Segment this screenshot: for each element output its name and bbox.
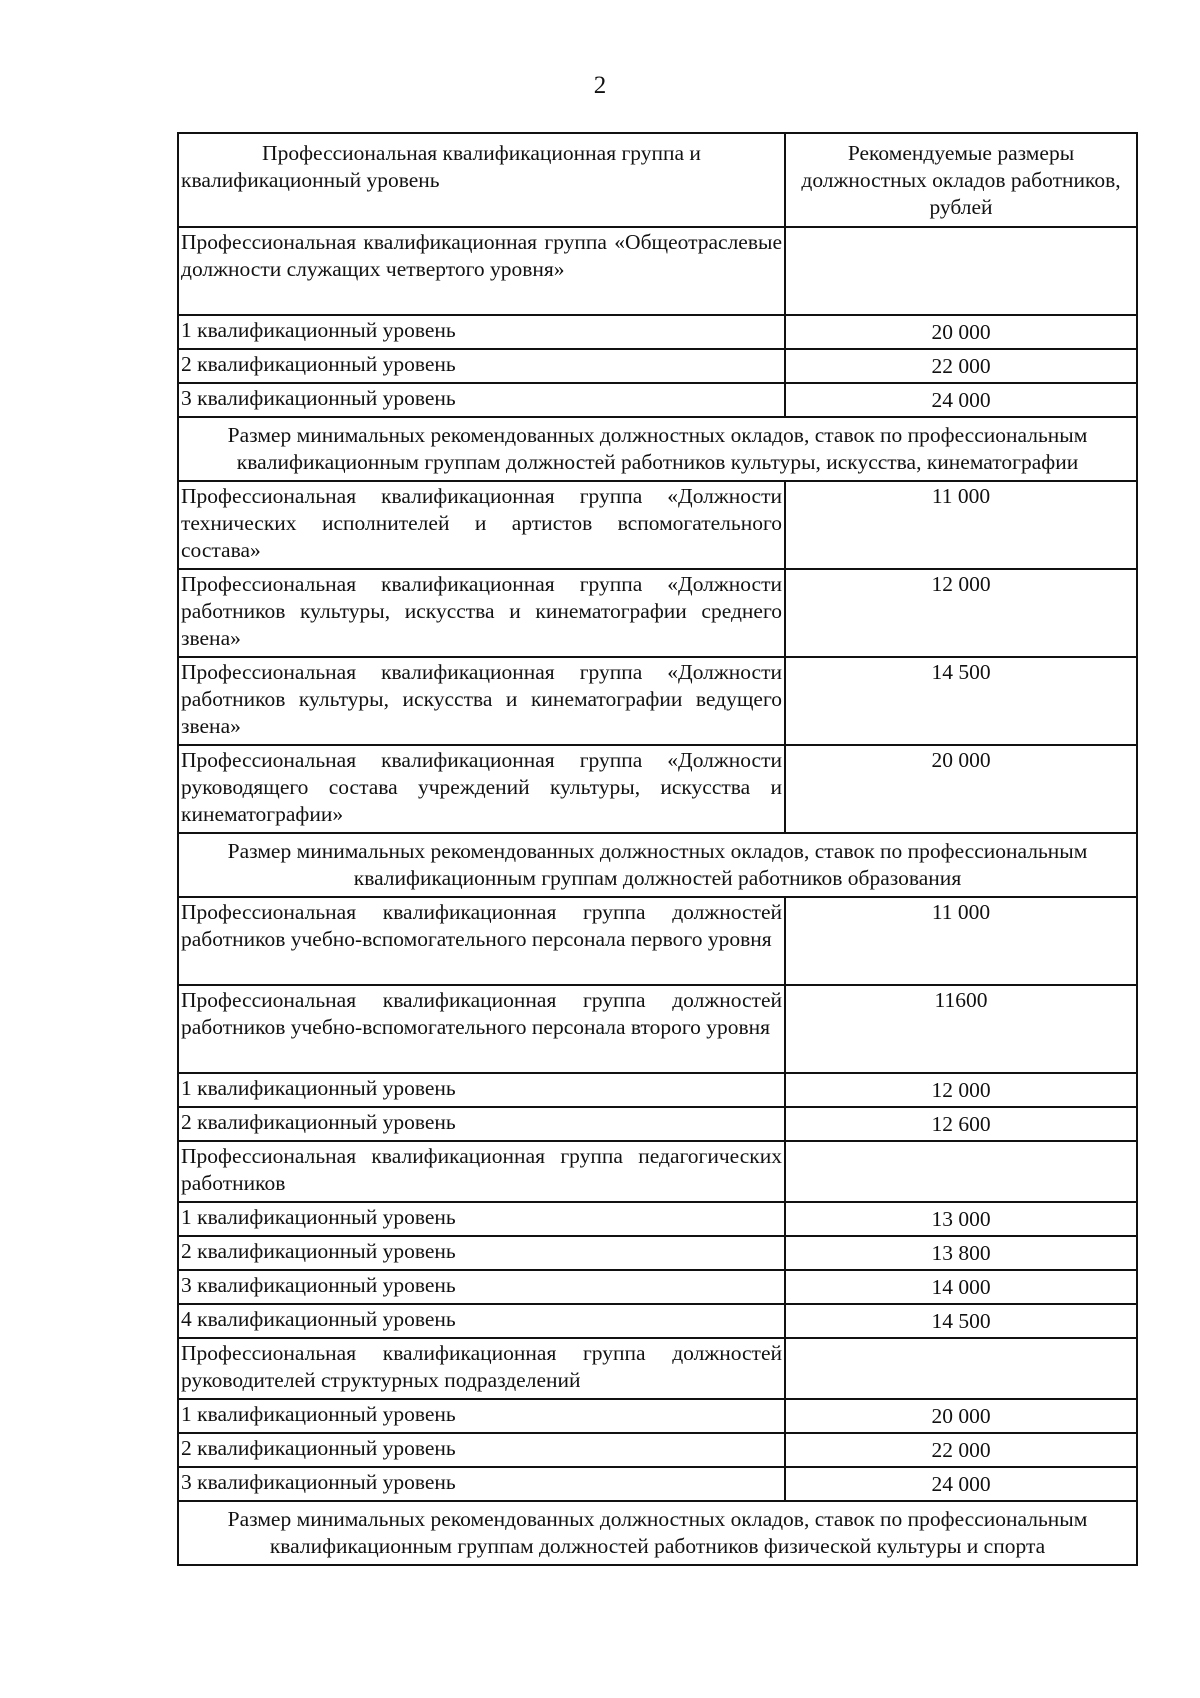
row-value: 12 600 (785, 1107, 1137, 1141)
section-row (178, 417, 1137, 481)
table-row (178, 315, 1137, 349)
row-value: 24 000 (785, 1467, 1137, 1501)
section-heading: Размер минимальных рекомендованных должностных окладов, ставок по профессиональным квалификационным группам должностей работников физической культуры и спорта (178, 1501, 1137, 1565)
header-right: Рекомендуемые размеры должностных окладов работников, рублей (785, 133, 1137, 227)
row-value: 20 000 (785, 315, 1137, 349)
row-name: 1 квалификационный уровень (178, 1399, 785, 1433)
table-row (178, 897, 1137, 985)
section-row (178, 833, 1137, 897)
table-header-row (178, 133, 1137, 227)
table-row (178, 1107, 1137, 1141)
row-name: 2 квалификационный уровень (178, 1107, 785, 1141)
table-row (178, 1467, 1137, 1501)
row-name: Профессиональная квалификационная группа должностей руководителей структурных подразделений (178, 1338, 785, 1399)
row-name: Профессиональная квалификационная группа «Должности работников культуры, искусства и кинематографии ведущего звена» (178, 657, 785, 745)
table-row (178, 1433, 1137, 1467)
row-name: Профессиональная квалификационная группа должностей работников учебно-вспомогательного персонала второго уровня (178, 985, 785, 1073)
row-value: 13 000 (785, 1202, 1137, 1236)
row-value: 24 000 (785, 383, 1137, 417)
row-name: 3 квалификационный уровень (178, 383, 785, 417)
row-value: 20 000 (785, 745, 1137, 833)
row-value: 22 000 (785, 1433, 1137, 1467)
row-value: 14 500 (785, 657, 1137, 745)
page-number: 2 (593, 72, 607, 99)
row-name: 2 квалификационный уровень (178, 349, 785, 383)
row-name: Профессиональная квалификационная группа «Общеотраслевые должности служащих четвертого уровня» (178, 227, 785, 315)
row-name: 1 квалификационный уровень (178, 315, 785, 349)
row-value (785, 227, 1137, 315)
row-value: 11 000 (785, 481, 1137, 569)
table-row (178, 745, 1137, 833)
row-value: 11 000 (785, 897, 1137, 985)
row-value: 14 500 (785, 1304, 1137, 1338)
table-row (178, 569, 1137, 657)
salary-table (177, 132, 1138, 1566)
row-value: 12 000 (785, 569, 1137, 657)
row-name: 1 квалификационный уровень (178, 1073, 785, 1107)
section-heading: Размер минимальных рекомендованных должностных окладов, ставок по профессиональным квалификационным группам должностей работников культуры, искусства, кинематографии (178, 417, 1137, 481)
row-value (785, 1141, 1137, 1202)
row-name: 2 квалификационный уровень (178, 1236, 785, 1270)
row-value: 11600 (785, 985, 1137, 1073)
row-name: Профессиональная квалификационная группа «Должности технических исполнителей и артистов вспомогательного состава» (178, 481, 785, 569)
table-row (178, 985, 1137, 1073)
header-left: Профессиональная квалификационная группа и квалификационный уровень (178, 133, 785, 227)
table-row (178, 1141, 1137, 1202)
table-row (178, 227, 1137, 315)
section-heading: Размер минимальных рекомендованных должностных окладов, ставок по профессиональным квалификационным группам должностей работников образования (178, 833, 1137, 897)
table-row (178, 383, 1137, 417)
row-name: 3 квалификационный уровень (178, 1467, 785, 1501)
row-value: 20 000 (785, 1399, 1137, 1433)
row-value: 14 000 (785, 1270, 1137, 1304)
row-name: Профессиональная квалификационная группа педагогических работников (178, 1141, 785, 1202)
section-row (178, 1501, 1137, 1565)
table-row (178, 1270, 1137, 1304)
row-name: 2 квалификационный уровень (178, 1433, 785, 1467)
row-value: 22 000 (785, 349, 1137, 383)
table-row (178, 349, 1137, 383)
row-value: 12 000 (785, 1073, 1137, 1107)
table-row (178, 1236, 1137, 1270)
row-name: Профессиональная квалификационная группа «Должности руководящего состава учреждений культуры, искусства и кинематографии» (178, 745, 785, 833)
table-row (178, 1338, 1137, 1399)
table-row (178, 657, 1137, 745)
row-name: 3 квалификационный уровень (178, 1270, 785, 1304)
table-row (178, 1304, 1137, 1338)
row-name: 4 квалификационный уровень (178, 1304, 785, 1338)
row-name: Профессиональная квалификационная группа должностей работников учебно-вспомогательного персонала первого уровня (178, 897, 785, 985)
row-name: 1 квалификационный уровень (178, 1202, 785, 1236)
table-row (178, 1202, 1137, 1236)
row-value (785, 1338, 1137, 1399)
row-value: 13 800 (785, 1236, 1137, 1270)
row-name: Профессиональная квалификационная группа «Должности работников культуры, искусства и кинематографии среднего звена» (178, 569, 785, 657)
table-row (178, 1073, 1137, 1107)
table-row (178, 1399, 1137, 1433)
table-row (178, 481, 1137, 569)
